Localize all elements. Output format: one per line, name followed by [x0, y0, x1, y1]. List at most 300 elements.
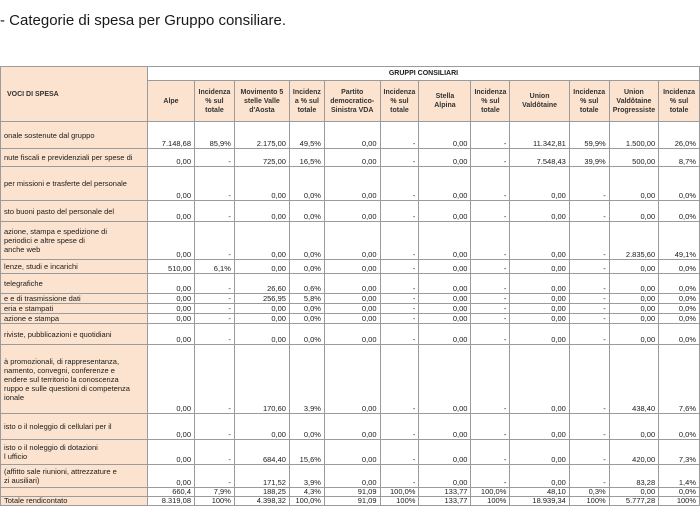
cell-value: 0,00	[147, 440, 194, 465]
table-row	[1, 465, 700, 488]
cell-value: 0,00	[609, 201, 658, 222]
cell-value: 0,00	[609, 314, 658, 324]
cell-value: 1,4%	[659, 465, 700, 488]
cell-value: -	[471, 304, 510, 314]
cell-value: 500,00	[609, 149, 658, 167]
cell-value: 2.835,60	[609, 222, 658, 260]
cell-value: 100%	[380, 497, 419, 506]
row-label	[1, 149, 148, 167]
table-row	[1, 414, 700, 440]
cell-value: 684,40	[234, 440, 289, 465]
cell-value: 0,00	[609, 167, 658, 201]
column-header-line: totale	[579, 106, 599, 114]
cell-value: 7,3%	[659, 440, 700, 465]
cell-value: -	[471, 274, 510, 294]
cell-value: 0,00	[324, 304, 380, 314]
cell-value: 0,00	[609, 260, 658, 274]
cell-value: 510,00	[147, 260, 194, 274]
cell-value: 0,00	[609, 294, 658, 304]
row-label-line: onale sostenute dal gruppo	[4, 130, 95, 140]
cell-value: 15,6%	[289, 440, 324, 465]
cell-value: 0,00	[147, 294, 194, 304]
cell-value: -	[569, 167, 609, 201]
cell-value: 0,00	[510, 167, 569, 201]
row-label	[1, 122, 148, 149]
column-header-line: Incidenza	[198, 88, 231, 96]
cell-value: 91,09	[324, 488, 380, 497]
column-header	[609, 81, 658, 122]
cell-value: 0,00	[147, 274, 194, 294]
cell-value: -	[471, 167, 510, 201]
row-label	[1, 222, 148, 260]
table-row	[1, 149, 700, 167]
row-label-line: isto o il noleggio di dotazioni	[4, 443, 98, 452]
column-header-line: Incidenz	[292, 88, 321, 96]
cell-value: -	[380, 167, 419, 201]
cell-value: 0,00	[609, 304, 658, 314]
cell-value: 4,3%	[289, 488, 324, 497]
cell-value: -	[569, 274, 609, 294]
cell-value: -	[569, 324, 609, 345]
cell-value: -	[380, 345, 419, 414]
row-label	[1, 497, 148, 506]
cell-value: 0,00	[510, 294, 569, 304]
cell-value: 725,00	[234, 149, 289, 167]
table-row	[1, 488, 700, 497]
cell-value: 100%	[659, 497, 700, 506]
table-row	[1, 222, 700, 260]
cell-value: 39,9%	[569, 149, 609, 167]
row-label-line: per missioni e trasferte del personale	[4, 179, 127, 188]
column-header-line: Incidenza	[573, 88, 606, 96]
column-header-line: Incidenza	[474, 88, 507, 96]
cell-value: -	[195, 465, 235, 488]
column-header-line: Movimento 5	[240, 88, 284, 96]
cell-value: -	[380, 294, 419, 304]
row-label-line: namento, convegni, conferenze e	[4, 365, 115, 375]
cell-value: 0,0%	[659, 488, 700, 497]
cell-value: 0,3%	[569, 488, 609, 497]
cell-value: -	[380, 324, 419, 345]
row-label	[1, 465, 148, 488]
cell-value: 3,9%	[289, 465, 324, 488]
column-header-line: Incidenza	[663, 88, 696, 96]
cell-value: 0,0%	[289, 324, 324, 345]
table-row	[1, 122, 700, 149]
cell-value: -	[195, 201, 235, 222]
cell-value: 188,25	[234, 488, 289, 497]
column-header-line: % sul	[580, 97, 599, 105]
cell-value: 16,5%	[289, 149, 324, 167]
column-header	[195, 81, 235, 122]
row-label	[1, 414, 148, 440]
cell-value: 133,77	[419, 497, 471, 506]
row-label	[1, 314, 148, 324]
row-label	[1, 488, 148, 497]
cell-value: 0,00	[419, 167, 471, 201]
table-row	[1, 201, 700, 222]
cell-value: 4.398,32	[234, 497, 289, 506]
row-label	[1, 294, 148, 304]
spending-table	[0, 66, 700, 506]
cell-value: 0,00	[419, 440, 471, 465]
table-row	[1, 497, 700, 506]
column-header-line: totale	[481, 106, 500, 114]
cell-value: 0,00	[510, 324, 569, 345]
cell-value: 0,00	[147, 149, 194, 167]
cell-value: 0,00	[419, 260, 471, 274]
column-header-line: Partito	[341, 88, 364, 96]
table-row	[1, 274, 700, 294]
cell-value: 0,0%	[659, 324, 700, 345]
cell-value: 0,00	[147, 201, 194, 222]
cell-value: -	[380, 201, 419, 222]
cell-value: 0,00	[419, 465, 471, 488]
cell-value: -	[569, 465, 609, 488]
cell-value: 6,1%	[195, 260, 235, 274]
row-label	[1, 260, 148, 274]
cell-value: 100,0%	[471, 488, 510, 497]
row-label	[1, 345, 148, 414]
cell-value: -	[380, 465, 419, 488]
cell-value: -	[471, 294, 510, 304]
cell-value: 0,00	[147, 465, 194, 488]
row-label	[1, 440, 148, 465]
voci-header: VOCI DI SPESA	[1, 67, 148, 122]
cell-value: 7.548,43	[510, 149, 569, 167]
cell-value: -	[195, 304, 235, 314]
cell-value: -	[195, 149, 235, 167]
cell-value: 0,00	[419, 149, 471, 167]
cell-value: 0,0%	[659, 304, 700, 314]
column-header	[569, 81, 609, 122]
column-header	[234, 81, 289, 122]
cell-value: 26,60	[234, 274, 289, 294]
cell-value: 8,7%	[659, 149, 700, 167]
row-label-line: à promozionali, di rappresentanza,	[4, 356, 120, 366]
column-header-line: totale	[205, 106, 224, 114]
cell-value: 11.342,81	[510, 122, 569, 149]
cell-value: -	[471, 149, 510, 167]
cell-value: -	[471, 222, 510, 260]
column-header	[471, 81, 510, 122]
cell-value: 59,9%	[569, 122, 609, 149]
cell-value: 0,0%	[289, 414, 324, 440]
cell-value: 0,00	[419, 294, 471, 304]
row-label-line: periodici e altre spese di	[4, 236, 85, 245]
cell-value: -	[471, 314, 510, 324]
column-header	[289, 81, 324, 122]
cell-value: 0,00	[324, 324, 380, 345]
cell-value: -	[195, 414, 235, 440]
row-label-line: ionale	[4, 392, 25, 402]
row-label	[1, 324, 148, 345]
cell-value: 133,77	[419, 488, 471, 497]
table-row	[1, 324, 700, 345]
cell-value: 100,0%	[289, 497, 324, 506]
gruppi-header: GRUPPI CONSILIARI	[147, 67, 699, 81]
cell-value: -	[380, 440, 419, 465]
column-header-line: Progressiste	[612, 106, 656, 114]
cell-value: -	[471, 201, 510, 222]
cell-value: 0,00	[234, 222, 289, 260]
cell-value: 0,0%	[659, 414, 700, 440]
cell-value: 0,00	[419, 274, 471, 294]
row-label-line: (affitto sale riunioni, attrezzature e	[4, 467, 117, 476]
cell-value: 420,00	[609, 440, 658, 465]
column-header	[147, 81, 194, 122]
row-label-line: lenze, studi e incarichi	[4, 262, 78, 271]
cell-value: 48,10	[510, 488, 569, 497]
cell-value: 1.500,00	[609, 122, 658, 149]
column-header-line: Stella	[435, 93, 455, 100]
column-header	[659, 81, 700, 122]
cell-value: -	[380, 314, 419, 324]
cell-value: 0,00	[147, 314, 194, 324]
cell-value: 100%	[471, 497, 510, 506]
cell-value: 171,52	[234, 465, 289, 488]
column-header-line: Valdôtaine	[522, 102, 558, 109]
cell-value: 0,00	[147, 222, 194, 260]
cell-value: 0,0%	[659, 167, 700, 201]
row-label-line: eria e stampati	[4, 304, 54, 313]
cell-value: 0,00	[510, 345, 569, 414]
cell-value: 0,0%	[289, 222, 324, 260]
row-label-line: azione, stampa e spedizione di	[4, 227, 107, 236]
cell-value: 0,00	[147, 167, 194, 201]
column-header-line: % sul	[390, 97, 409, 105]
column-header-line: % sul	[481, 97, 500, 105]
cell-value: -	[569, 201, 609, 222]
column-header-line: Alpe	[163, 97, 179, 105]
cell-value: 0,0%	[659, 294, 700, 304]
column-header	[324, 81, 380, 122]
cell-value: -	[569, 345, 609, 414]
table-row	[1, 260, 700, 274]
cell-value: 0,00	[234, 414, 289, 440]
cell-value: 0,00	[324, 414, 380, 440]
cell-value: -	[471, 440, 510, 465]
cell-value: 0,00	[234, 324, 289, 345]
cell-value: 100%	[569, 497, 609, 506]
column-header-line: Union	[624, 88, 644, 96]
row-label-line: l ufficio	[4, 452, 28, 461]
cell-value: 0,00	[324, 222, 380, 260]
cell-value: 0,00	[510, 274, 569, 294]
row-label-line: Totale rendicontato	[4, 496, 68, 505]
cell-value: -	[569, 314, 609, 324]
cell-value: 0,00	[419, 222, 471, 260]
cell-value: -	[195, 274, 235, 294]
cell-value: 0,00	[510, 414, 569, 440]
cell-value: 0,00	[324, 149, 380, 167]
cell-value: 0,00	[324, 294, 380, 304]
cell-value: 0,00	[609, 488, 658, 497]
row-label-line: isto o il noleggio di cellulari per il	[4, 422, 112, 431]
row-label-line: telegrafiche	[4, 279, 43, 288]
table-row	[1, 345, 700, 414]
cell-value: 5.777,28	[609, 497, 658, 506]
cell-value: 49,1%	[659, 222, 700, 260]
cell-value: 0,00	[609, 274, 658, 294]
cell-value: 0,6%	[289, 274, 324, 294]
cell-value: -	[569, 414, 609, 440]
cell-value: 0,0%	[289, 167, 324, 201]
cell-value: -	[380, 274, 419, 294]
cell-value: 0,00	[419, 304, 471, 314]
cell-value: 18.939,34	[510, 497, 569, 506]
row-label-line: riviste, pubblicazioni e quotidiani	[4, 329, 112, 339]
row-label-line: ruppo e sulle questioni di competenza	[4, 383, 130, 393]
cell-value: 0,0%	[659, 260, 700, 274]
cell-value: 0,0%	[289, 260, 324, 274]
cell-value: 100%	[195, 497, 235, 506]
column-header-line: % sul	[669, 97, 689, 105]
cell-value: 0,00	[234, 167, 289, 201]
cell-value: -	[380, 222, 419, 260]
cell-value: 0,0%	[659, 274, 700, 294]
column-header-line: totale	[390, 106, 409, 114]
cell-value: -	[380, 122, 419, 149]
cell-value: 0,0%	[659, 314, 700, 324]
cell-value: -	[569, 260, 609, 274]
cell-value: -	[471, 414, 510, 440]
cell-value: 0,00	[324, 122, 380, 149]
row-label-line: azione e stampa	[4, 314, 60, 323]
column-header-line: totale	[297, 106, 317, 114]
cell-value: 0,00	[609, 324, 658, 345]
cell-value: 0,00	[510, 314, 569, 324]
cell-value: -	[195, 440, 235, 465]
cell-value: -	[471, 345, 510, 414]
column-header-line: Valdôtaine	[616, 97, 652, 105]
cell-value: 5,8%	[289, 294, 324, 304]
row-label	[1, 167, 148, 201]
cell-value: 0,00	[419, 314, 471, 324]
cell-value: 0,00	[234, 304, 289, 314]
row-label-line: sto buoni pasto del personale del	[4, 206, 115, 216]
cell-value: 100,0%	[380, 488, 419, 497]
cell-value: -	[195, 314, 235, 324]
cell-value: 0,00	[510, 260, 569, 274]
row-label-line: zi ausiliari)	[4, 476, 40, 485]
cell-value: 256,95	[234, 294, 289, 304]
row-label-line: anche web	[4, 245, 41, 254]
cell-value: 0,00	[510, 201, 569, 222]
column-header-line: % sul	[205, 97, 224, 105]
cell-value: -	[195, 222, 235, 260]
column-header-line: totale	[669, 106, 689, 114]
cell-value: 438,40	[609, 345, 658, 414]
cell-value: 0,00	[147, 324, 194, 345]
cell-value: 170,60	[234, 345, 289, 414]
cell-value: 0,00	[419, 201, 471, 222]
column-header	[419, 81, 471, 122]
cell-value: 3,9%	[289, 345, 324, 414]
cell-value: 0,00	[324, 201, 380, 222]
page-title: - Categorie di spesa per Gruppo consiliare.	[0, 12, 286, 29]
cell-value: 0,00	[324, 260, 380, 274]
cell-value: 85,9%	[195, 122, 235, 149]
cell-value: 0,00	[324, 167, 380, 201]
table-row	[1, 314, 700, 324]
cell-value: -	[195, 324, 235, 345]
row-label	[1, 304, 148, 314]
cell-value: -	[380, 414, 419, 440]
cell-value: 2.175,00	[234, 122, 289, 149]
cell-value: -	[471, 465, 510, 488]
cell-value: -	[195, 294, 235, 304]
row-label-line: nute fiscali e previdenziali per spese di	[4, 153, 133, 162]
row-label-line: e e di trasmissione dati	[4, 294, 81, 303]
cell-value: 8.319,08	[147, 497, 194, 506]
cell-value: 0,00	[324, 314, 380, 324]
cell-value: 0,0%	[289, 201, 324, 222]
cell-value: 0,00	[324, 465, 380, 488]
cell-value: 0,00	[419, 414, 471, 440]
cell-value: 0,00	[510, 440, 569, 465]
cell-value: 0,0%	[659, 201, 700, 222]
cell-value: 26,0%	[659, 122, 700, 149]
cell-value: 0,00	[147, 304, 194, 314]
cell-value: 91,09	[324, 497, 380, 506]
cell-value: 0,0%	[289, 304, 324, 314]
table-row	[1, 167, 700, 201]
cell-value: 0,00	[324, 345, 380, 414]
cell-value: 0,00	[324, 440, 380, 465]
cell-value: 0,00	[419, 324, 471, 345]
cell-value: 0,00	[234, 201, 289, 222]
cell-value: 0,00	[324, 274, 380, 294]
cell-value: -	[380, 260, 419, 274]
row-label-line: endere sul territorio la conoscenza	[4, 374, 119, 384]
row-label	[1, 201, 148, 222]
cell-value: 7.148,68	[147, 122, 194, 149]
table-row	[1, 294, 700, 304]
cell-value: 660,4	[147, 488, 194, 497]
cell-value: -	[380, 304, 419, 314]
cell-value: -	[195, 167, 235, 201]
cell-value: 0,00	[510, 304, 569, 314]
cell-value: 0,00	[419, 122, 471, 149]
table-body	[1, 122, 700, 506]
cell-value: 7,6%	[659, 345, 700, 414]
cell-value: 0,0%	[289, 314, 324, 324]
column-header-line: Alpina	[434, 102, 456, 109]
cell-value: 49,5%	[289, 122, 324, 149]
table-row	[1, 304, 700, 314]
cell-value: 7,9%	[195, 488, 235, 497]
cell-value: -	[569, 304, 609, 314]
cell-value: 0,00	[609, 414, 658, 440]
cell-value: 0,00	[419, 345, 471, 414]
cell-value: -	[195, 345, 235, 414]
cell-value: 0,00	[234, 260, 289, 274]
cell-value: 0,00	[147, 414, 194, 440]
column-header-line: stelle Valle	[244, 97, 280, 105]
cell-value: 83,28	[609, 465, 658, 488]
cell-value: -	[569, 222, 609, 260]
cell-value: 0,00	[234, 314, 289, 324]
column-header	[510, 81, 569, 122]
column-header-line: democratico-	[330, 97, 375, 105]
cell-value: 0,00	[510, 465, 569, 488]
cell-value: 0,00	[147, 345, 194, 414]
cell-value: -	[471, 324, 510, 345]
column-header-line: Incidenza	[383, 88, 416, 96]
table-row	[1, 440, 700, 465]
column-header-line: d'Aosta	[249, 106, 275, 114]
